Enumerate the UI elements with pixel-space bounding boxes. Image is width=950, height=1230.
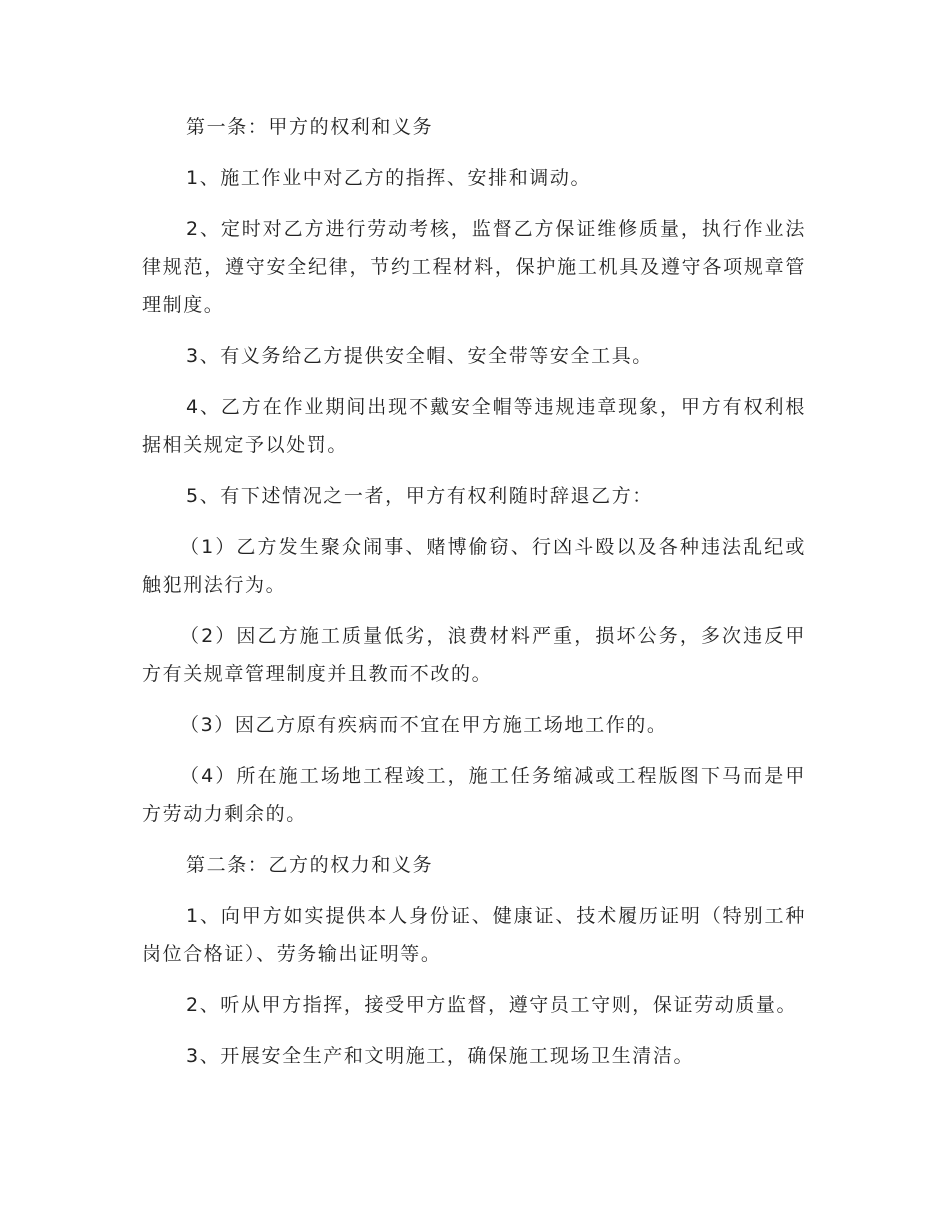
article-1-clause-3: 3、有义务给乙方提供安全帽、安全带等安全工具。	[186, 345, 653, 367]
article-1-clause-5-sub-2: （2）因乙方施工质量低劣，浪费材料严重，损坏公务，多次违反甲方有关规章管理制度并且教而不改的。	[142, 625, 806, 685]
article-2-heading: 第二条：乙方的权力和义务	[186, 854, 434, 876]
article-1-clause-4: 4、乙方在作业期间出现不戴安全帽等违规违章现象，甲方有权利根据相关规定予以处罚。	[142, 396, 806, 456]
article-2-clause-1: 1、向甲方如实提供本人身份证、健康证、技术履历证明（特别工种岗位合格证）、劳务输出证明等。	[142, 905, 806, 965]
article-1-clause-5: 5、有下述情况之一者，甲方有权利随时辞退乙方：	[186, 485, 653, 507]
article-1-clause-5-sub-1: （1）乙方发生聚众闹事、赌博偷窃、行凶斗殴以及各种违法乱纪或触犯刑法行为。	[142, 536, 806, 596]
article-1-clause-5-sub-3: （3）因乙方原有疾病而不宜在甲方施工场地工作的。	[180, 714, 668, 736]
document-body	[142, 108, 806, 1075]
article-1-clause-5-sub-4: （4）所在施工场地工程竣工，施工任务缩减或工程版图下马而是甲方劳动力剩余的。	[142, 765, 806, 825]
article-1-clause-2: 2、定时对乙方进行劳动考核，监督乙方保证维修质量，执行作业法律规范，遵守安全纪律，节约工程材料，保护施工机具及遵守各项规章管理制度。	[142, 218, 806, 316]
article-1-heading: 第一条：甲方的权利和义务	[186, 116, 434, 138]
article-2-clause-2: 2、听从甲方指挥，接受甲方监督，遵守员工守则，保证劳动质量。	[186, 994, 798, 1016]
article-2-clause-3: 3、开展安全生产和文明施工，确保施工现场卫生清洁。	[186, 1045, 695, 1067]
article-1-clause-1: 1、施工作业中对乙方的指挥、安排和调动。	[186, 167, 592, 189]
